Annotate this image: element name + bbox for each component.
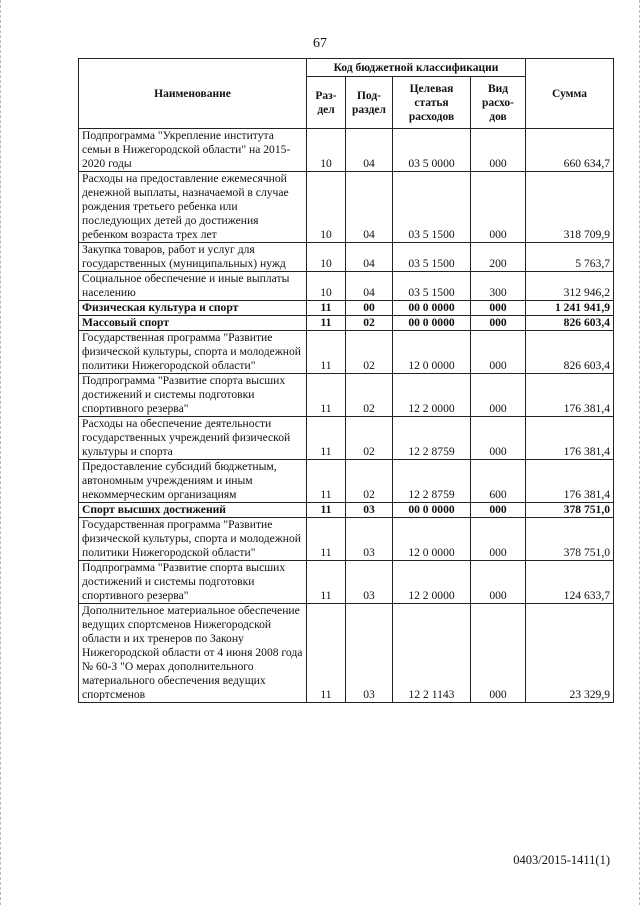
- row-razdel: 10: [307, 243, 346, 272]
- row-sum: 1 241 941,9: [526, 301, 614, 316]
- row-razdel: 11: [307, 460, 346, 503]
- row-podrazdel: 02: [346, 331, 393, 374]
- row-name: Дополнительное материальное обеспечение ведущих спортсменов Нижегородской области и их тренеров по Закону Нижегородской области от 4 июня 2008 года № 60-З "О мерах дополнительного материального обеспечения ведущих спортсменов: [79, 604, 307, 703]
- row-razdel: 11: [307, 518, 346, 561]
- row-name: Подпрограмма "Развитие спорта высших достижений и системы подготовки спортивного резерва": [79, 561, 307, 604]
- row-target-article: 03 5 1500: [393, 243, 471, 272]
- row-expense-type: 000: [471, 518, 526, 561]
- header-budget-code-group: Код бюджетной классификации: [307, 59, 526, 77]
- row-target-article: 03 5 0000: [393, 129, 471, 172]
- row-expense-type: 000: [471, 503, 526, 518]
- table-row: [79, 316, 614, 331]
- header-razdel: Раз-дел: [307, 77, 346, 129]
- row-expense-type: 000: [471, 561, 526, 604]
- row-expense-type: 000: [471, 316, 526, 331]
- row-razdel: 11: [307, 561, 346, 604]
- table-row: [79, 604, 614, 703]
- row-expense-type: 600: [471, 460, 526, 503]
- row-target-article: 03 5 1500: [393, 272, 471, 301]
- header-sum: Сумма: [526, 59, 614, 129]
- row-target-article: 12 0 0000: [393, 331, 471, 374]
- row-razdel: 11: [307, 374, 346, 417]
- row-name: Спорт высших достижений: [79, 503, 307, 518]
- row-podrazdel: 03: [346, 561, 393, 604]
- row-target-article: 12 2 0000: [393, 374, 471, 417]
- row-target-article: 12 0 0000: [393, 518, 471, 561]
- row-sum: 176 381,4: [526, 417, 614, 460]
- row-expense-type: 200: [471, 243, 526, 272]
- row-sum: 124 633,7: [526, 561, 614, 604]
- table-row: [79, 374, 614, 417]
- row-podrazdel: 04: [346, 129, 393, 172]
- row-name: Государственная программа "Развитие физической культуры, спорта и молодежной политики Нижегородской области": [79, 518, 307, 561]
- row-target-article: 00 0 0000: [393, 316, 471, 331]
- table-body: [79, 129, 614, 703]
- row-expense-type: 300: [471, 272, 526, 301]
- row-expense-type: 000: [471, 331, 526, 374]
- table-row: [79, 172, 614, 243]
- row-sum: 660 634,7: [526, 129, 614, 172]
- row-name: Физическая культура и спорт: [79, 301, 307, 316]
- row-podrazdel: 02: [346, 374, 393, 417]
- budget-table: [78, 58, 614, 703]
- row-podrazdel: 03: [346, 518, 393, 561]
- row-expense-type: 000: [471, 604, 526, 703]
- row-name: Подпрограмма "Укрепление института семьи в Нижегородской области" на 2015-2020 годы: [79, 129, 307, 172]
- row-sum: 23 329,9: [526, 604, 614, 703]
- table-row: [79, 243, 614, 272]
- row-name: Социальное обеспечение и иные выплаты населению: [79, 272, 307, 301]
- row-expense-type: 000: [471, 172, 526, 243]
- row-target-article: 12 2 0000: [393, 561, 471, 604]
- row-sum: 318 709,9: [526, 172, 614, 243]
- row-sum: 378 751,0: [526, 518, 614, 561]
- row-expense-type: 000: [471, 417, 526, 460]
- header-target-article: Целевая статья расходов: [393, 77, 471, 129]
- header-name: Наименование: [79, 59, 307, 129]
- row-podrazdel: 00: [346, 301, 393, 316]
- row-sum: 826 603,4: [526, 316, 614, 331]
- row-target-article: 12 2 1143: [393, 604, 471, 703]
- row-podrazdel: 04: [346, 243, 393, 272]
- row-razdel: 11: [307, 331, 346, 374]
- document-code: 0403/2015-1411(1): [513, 853, 610, 867]
- table-row: [79, 417, 614, 460]
- row-name: Массовый спорт: [79, 316, 307, 331]
- row-podrazdel: 04: [346, 272, 393, 301]
- row-name: Предоставление субсидий бюджетным, автономным учреждениям и иным некоммерческим организациям: [79, 460, 307, 503]
- row-razdel: 11: [307, 417, 346, 460]
- row-sum: 5 763,7: [526, 243, 614, 272]
- row-name: Расходы на предоставление ежемесячной денежной выплаты, назначаемой в случае рождения третьего ребенка или последующих детей до достижения ребенком возраста трех лет: [79, 172, 307, 243]
- header-podrazdel: Под-раздел: [346, 77, 393, 129]
- row-podrazdel: 02: [346, 316, 393, 331]
- row-podrazdel: 03: [346, 604, 393, 703]
- row-razdel: 10: [307, 129, 346, 172]
- table-row: [79, 518, 614, 561]
- row-target-article: 00 0 0000: [393, 503, 471, 518]
- row-name: Подпрограмма "Развитие спорта высших достижений и системы подготовки спортивного резерва": [79, 374, 307, 417]
- row-expense-type: 000: [471, 129, 526, 172]
- row-target-article: 12 2 8759: [393, 460, 471, 503]
- row-razdel: 10: [307, 272, 346, 301]
- row-name: Государственная программа "Развитие физической культуры, спорта и молодежной политики Нижегородской области": [79, 331, 307, 374]
- table-row: [79, 561, 614, 604]
- header-expense-type: Вид расхо-дов: [471, 77, 526, 129]
- table-row: [79, 503, 614, 518]
- row-podrazdel: 02: [346, 417, 393, 460]
- row-razdel: 11: [307, 503, 346, 518]
- table-row: [79, 331, 614, 374]
- row-expense-type: 000: [471, 374, 526, 417]
- row-sum: 312 946,2: [526, 272, 614, 301]
- row-target-article: 03 5 1500: [393, 172, 471, 243]
- scan-edge-left: [0, 0, 2, 905]
- row-name: Закупка товаров, работ и услуг для государственных (муниципальных) нужд: [79, 243, 307, 272]
- row-sum: 378 751,0: [526, 503, 614, 518]
- row-podrazdel: 04: [346, 172, 393, 243]
- row-sum: 176 381,4: [526, 460, 614, 503]
- row-expense-type: 000: [471, 301, 526, 316]
- row-podrazdel: 03: [346, 503, 393, 518]
- row-sum: 826 603,4: [526, 331, 614, 374]
- row-name: Расходы на обеспечение деятельности государственных учреждений физической культуры и спорта: [79, 417, 307, 460]
- row-razdel: 11: [307, 301, 346, 316]
- row-target-article: 12 2 8759: [393, 417, 471, 460]
- row-target-article: 00 0 0000: [393, 301, 471, 316]
- table-header: [79, 59, 614, 129]
- table-row: [79, 272, 614, 301]
- table-row: [79, 129, 614, 172]
- row-podrazdel: 02: [346, 460, 393, 503]
- row-razdel: 10: [307, 172, 346, 243]
- row-razdel: 11: [307, 604, 346, 703]
- table-row: [79, 301, 614, 316]
- page-number: 67: [313, 36, 327, 51]
- row-sum: 176 381,4: [526, 374, 614, 417]
- table-row: [79, 460, 614, 503]
- row-razdel: 11: [307, 316, 346, 331]
